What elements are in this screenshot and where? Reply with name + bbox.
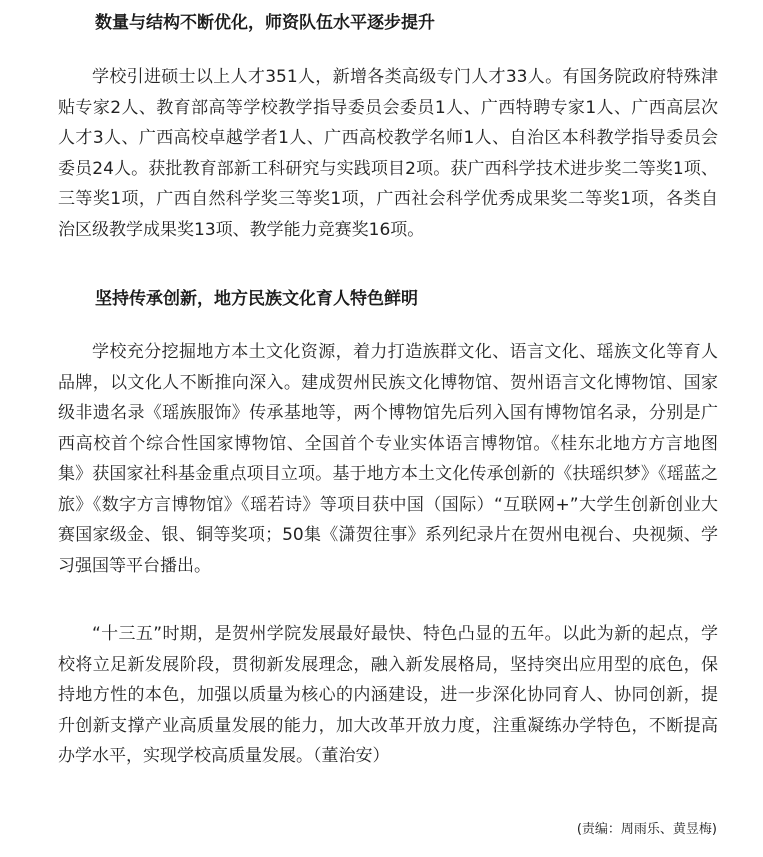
paragraph-faculty: 学校引进硕士以上人才351人，新增各类高级专门人才33人。有国务院政府特殊津贴专家2人、教育部高等学校教学指导委员会委员1人、广西特聘专家1人、广西高层次人才3人、广西高校卓越学者1人、广西高校教学名师1人、自治区本科教学指导委员会委员24人。获批教育部新工科研究与实践项目2项。获广西科学技术进步奖二等奖1项、三等奖1项，广西自然科学奖三等奖1项，广西社会科学优秀成果奖二等奖1项，各类自治区级教学成果奖13项、教学能力竞赛奖16项。 <box>58 67 718 240</box>
paragraph-closing: “十三五”时期，是贺州学院发展最好最快、特色凸显的五年。以此为新的起点，学校将立足新发展阶段，贯彻新发展理念，融入新发展格局，坚持突出应用型的底色，保持地方性的本色，加强以质量为核心的内涵建设，进一步深化协同育人、协同创新，提升创新支撑产业高质量发展的能力，加大改革开放力度，注重凝练办学特色，不断提高办学水平，实现学校高质量发展。（董治安） <box>58 624 718 766</box>
section-heading-culture: 坚持传承创新，地方民族文化育人特色鲜明 <box>95 289 418 309</box>
editor-credit: (责编：周雨乐、黄昱梅) <box>576 822 717 837</box>
section-heading-faculty: 数量与结构不断优化，师资队伍水平逐步提升 <box>95 13 435 33</box>
paragraph-culture: 学校充分挖掘地方本土文化资源，着力打造族群文化、语言文化、瑶族文化等育人品牌，以文化人不断推向深入。建成贺州民族文化博物馆、贺州语言文化博物馆、国家级非遗名录《瑶族服饰》传承基地等，两个博物馆先后列入国有博物馆名录，分别是广西高校首个综合性国家博物馆、全国首个专业实体语言博物馆。《桂东北地方方言地图集》获国家社科基金重点项目立项。基于地方本土文化传承创新的《扶瑶织梦》《瑶蓝之旅》《数字方言博物馆》《瑶若诗》等项目获中国（国际）“互联网+”大学生创新创业大赛国家级金、银、铜等奖项；50集《潇贺往事》系列纪录片在贺州电视台、央视频、学习强国等平台播出。 <box>58 342 718 576</box>
